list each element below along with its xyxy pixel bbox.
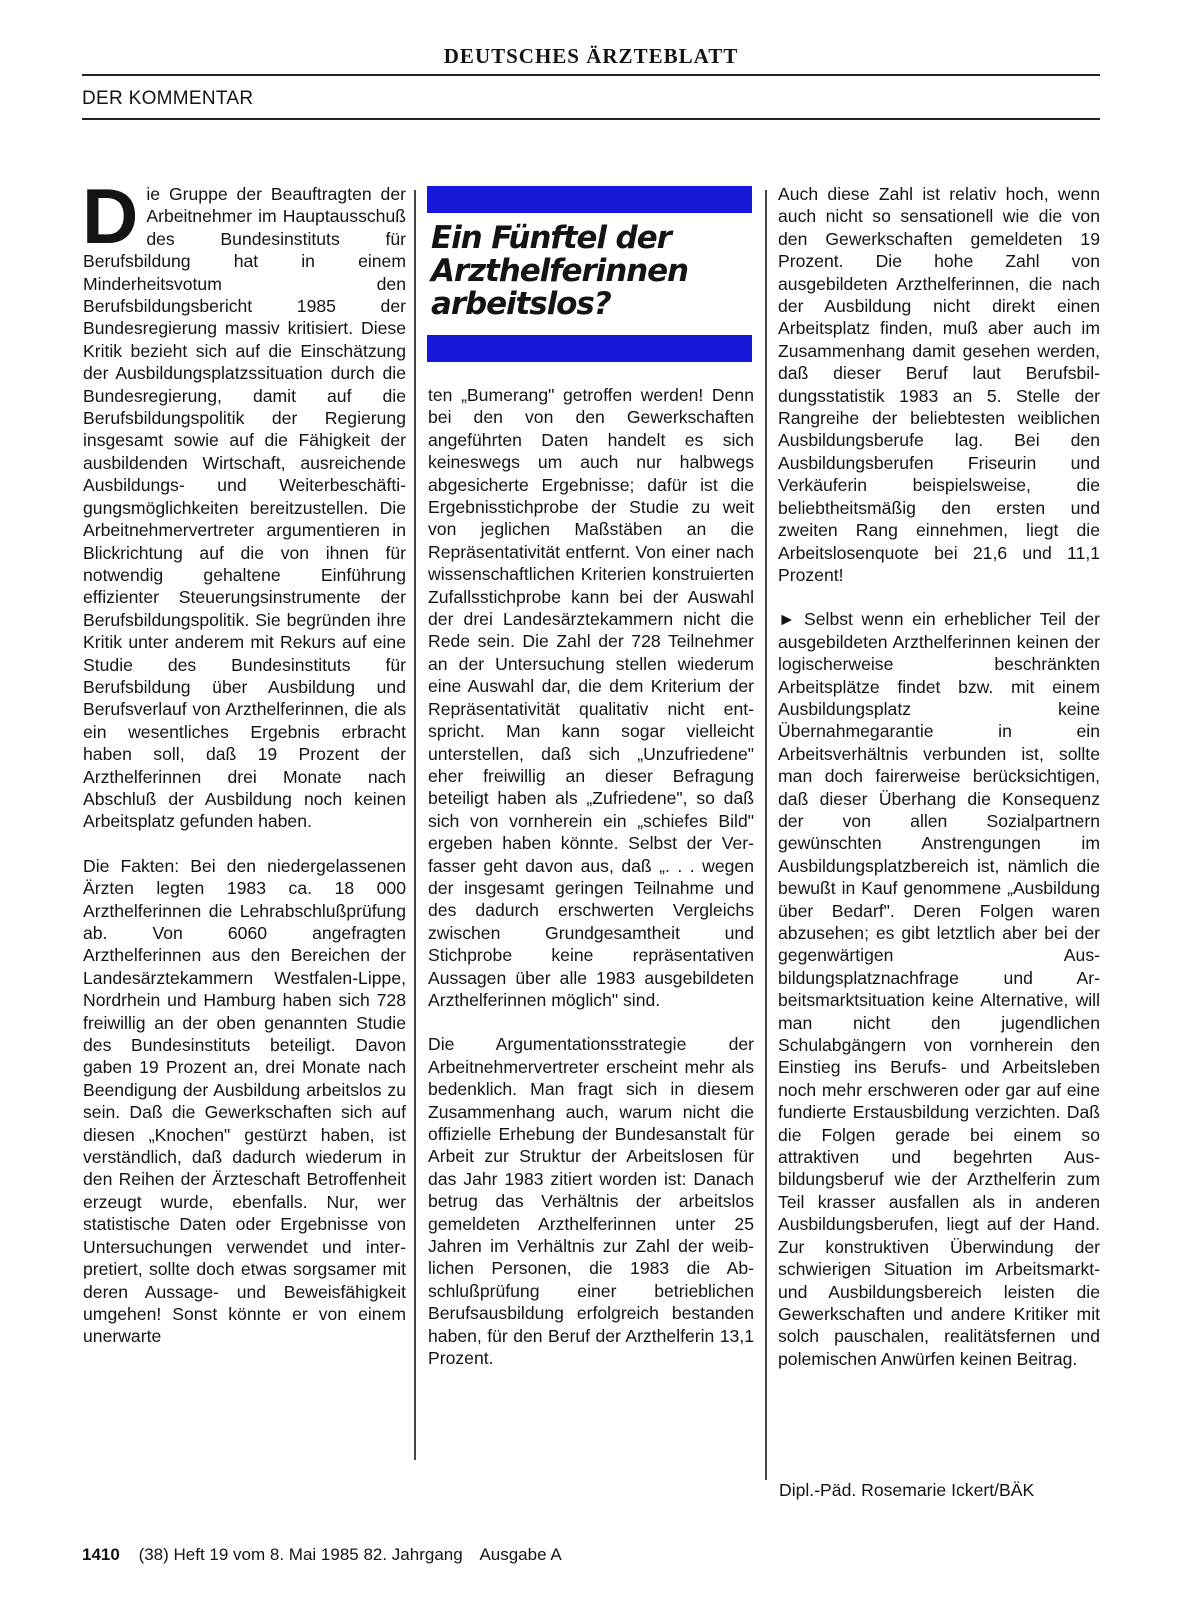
page-number: 1410: [82, 1545, 120, 1564]
section-label: DER KOMMENTAR: [82, 88, 254, 109]
section-rule: [82, 118, 1100, 120]
paragraph: Die Argumentationsstrategie der Arbeitnehmervertreter erscheint mehr als bedenklich. Man fragt sich in diesem Zusammenhang auch, warum nicht die offizielle Erhebung der Bundesanstalt für Arbeit zur Struktur der Arbeitslosen für das Jahr 1983 zitiert worden ist: Danach betrug das Verhältnis der arbeitslos gemeldeten Arzthelferinnen unter 25 Jahren im Verhältnis zur Zahl der weiblichen Personen, die 1983 die Abschlußprüfung einer betrieblichen Berufsausbildung erfolgreich bestanden haben, für den Beruf der Arzthelferin 13,1 Prozent.: [428, 1034, 754, 1369]
headline-bar-bottom: [427, 335, 752, 362]
paragraph: [82, 172, 406, 833]
drop-cap: D: [82, 172, 139, 260]
masthead: DEUTSCHES ÄRZTEBLATT: [443, 44, 739, 68]
article-column-3: [778, 183, 1100, 1370]
column-divider-left: [414, 190, 416, 1460]
article-column-1: [82, 172, 406, 1348]
paragraph: ► Selbst wenn ein erheblicher Teil der ausgebildeten Arzthelferinnen keinen der logischerweise beschränkten Arbeitsplätze findet bzw. mit einem Ausbildungsplatz keine Übernahmegarantie in ein Arbeitsverhältnis verbunden ist, sollte man doch fairerweise berücksichtigen, daß dieser Überhang die Konsequenz der von allen Sozialpartnern gewünschten Anstrengungen im Ausbildungsplatzbereich ist, nämlich die bewußt in Kauf genommene „Ausbildung über Bedarf". Deren Folgen waren abzusehen; es gibt letztlich aber bei der gegenwärtigen Ausbildungsplatznachfrage und Arbeitsmarktsituation keine Alternative, will man nicht den jugendlichen Schulabgängern von vornherein den Einstieg ins Berufs- und Arbeitsleben noch mehr erschweren oder gar auf eine fundierte Erstausbildung verzichten. Daß die Folgen gerade bei einem so attraktiven und begehrten Ausbildungsberuf wie der Arzthelferin zum Teil krasser ausfallen als in anderen Ausbildungsberufen, liegt auf der Hand. Zur konstruktiven Überwindung der schwierigen Situation im Arbeitsmarkt- und Ausbildungsbereich leisten die Gewerkschaften und andere Kritiker mit solch pauschalen, realitätsfernen und polemischen Anwürfen keinen Beitrag.: [778, 609, 1100, 1369]
author-signature: Dipl.-Päd. Rosemarie Ickert/BÄK: [779, 1480, 1035, 1500]
paragraph: Auch diese Zahl ist relativ hoch, wenn auch nicht so sensationell wie die von den Gewerkschaften gemeldeten 19 Prozent. Die hohe Zahl von ausgebildeten Arzthelferinnen, die nach der Ausbildung nicht direkt einen Arbeitsplatz finden, muß aber auch im Zusammenhang damit gesehen werden, daß dieser Beruf laut Berufsbildungsstatistik 1983 an 5. Stelle der Rangreihe der beliebtesten weiblichen Ausbildungsberufe lag. Bei den Ausbildungsberufen Friseurin und Verkäuferin beispielsweise, die beliebtheitsmäßig den ersten und zweiten Rang einnehmen, liegt die Arbeitslosenquote bei 21,6 und 11,1 Prozent!: [778, 184, 1100, 585]
paragraph: Die Fakten: Bei den niedergelassenen Ärzten legten 1983 ca. 18 000 Arzthelferinnen die Lehrabschlußprüfung ab. Von 6060 angefragten Arzthelferinnen aus den Bereichen der Landesärztekammern Westfalen-Lippe, Nordrhein und Hamburg haben sich 728 freiwillig an der oben genannten Studie des Bundesinstituts beteiligt. Davon gaben 19 Prozent an, drei Monate nach Beendigung der Ausbildung arbeitslos zu sein. Daß die Gewerkschaften sich auf diesen „Knochen" gestürzt haben, ist verständlich, daß dadurch wiederum in den Reihen der Ärzteschaft Betroffenheit erzeugt wurde, ebenfalls. Nur, wer statistische Daten oder Ergebnisse von Untersuchungen verwendet und interpretiert, sollte doch etwas sorgsamer mit deren Aussage- und Beweisfähigkeit umgehen! Sonst könnte er von einem unerwarte: [83, 855, 406, 1347]
paragraph: ten „Bumerang" getroffen werden! Denn bei den von den Gewerkschaften angeführten Daten handelt es sich keineswegs um auch nur halbwegs abgesicherte Ergebnisse; dafür ist die Ergebnisstichprobe der Studie zu weit von jeglichen Maßstäben an die Repräsentativität entfernt. Von einer nach wissenschaftlichen Kriterien konstruierten Zufallsstichprobe kann bei der Auswahl der drei Landesärztekammern nicht die Rede sein. Die Zahl der 728 Teilnehmer an der Untersuchung stellen wiederum eine Auswahl dar, die dem Kriterium der Repräsentativität qualitativ nicht entspricht. Man kann sogar vielleicht unterstellen, daß sich „Unzufriedene" eher freiwillig an dieser Befragung beteiligt haben als „Zufriedene", so daß sich von vornherein ein „schiefes Bild" ergeben haben könnte. Selbst der Verfasser geht davon aus, daß „. . . wegen der insgesamt geringen Teilnahme und des dadurch erschwerten Vergleichs zwischen Grundgesamtheit und Stichprobe keine repräsentativen Aussagen über alle 1983 ausgebildeten Arzthelferinnen möglich" sind.: [428, 385, 754, 1010]
issue-info: (38) Heft 19 vom 8. Mai 1985 82. Jahrgang: [138, 1545, 463, 1564]
masthead-rule: [82, 74, 1100, 76]
column-divider-right: [765, 190, 767, 1480]
article-column-2: [428, 384, 754, 1369]
headline-box: [427, 186, 752, 369]
edition-info: Ausgabe A: [479, 1545, 562, 1564]
headline-bar-top: [427, 186, 752, 213]
headline: Ein Fünftel der Arzthelferinnen arbeitslos?: [431, 220, 689, 322]
paragraph-text: ie Gruppe der Beauftragten der Arbeitnehmer im Hauptausschuß des Bundesinstituts für Berufsbildung hat in einem Minderheitsvotum den Berufsbildungsbericht 1985 der Bundesregierung massiv kritisiert. Diese Kritik bezieht sich auf die Einschätzung der Ausbildungsplatzssituation durch die Bundesregierung, damit auf die Berufsbildungspolitik der Regierung insgesamt sowie auf die Fähigkeit der ausbildenden Wirtschaft, ausreichende Ausbildungs- und Weiterbeschäftigungsmöglichkeiten bereitzustellen. Die Arbeitnehmervertreter argumentieren in Blickrichtung auf die von ihnen für notwendig gehaltene Einführung effizienter Steuerungsinstrumente der Berufsbildungspolitik. Sie begründen ihre Kritik unter anderem mit Rekurs auf eine Studie des Bundesinstituts für Berufsbildung über Ausbildung und Berufsverlauf von Arzthelferinnen, die als ein wesentliches Ergebnis erbracht haben soll, daß 19 Prozent der Arzthelferinnen drei Monate nach Abschluß der Ausbildung noch keinen Arbeitsplatz gefunden haben.: [83, 184, 406, 832]
page-footer: [82, 1545, 562, 1565]
